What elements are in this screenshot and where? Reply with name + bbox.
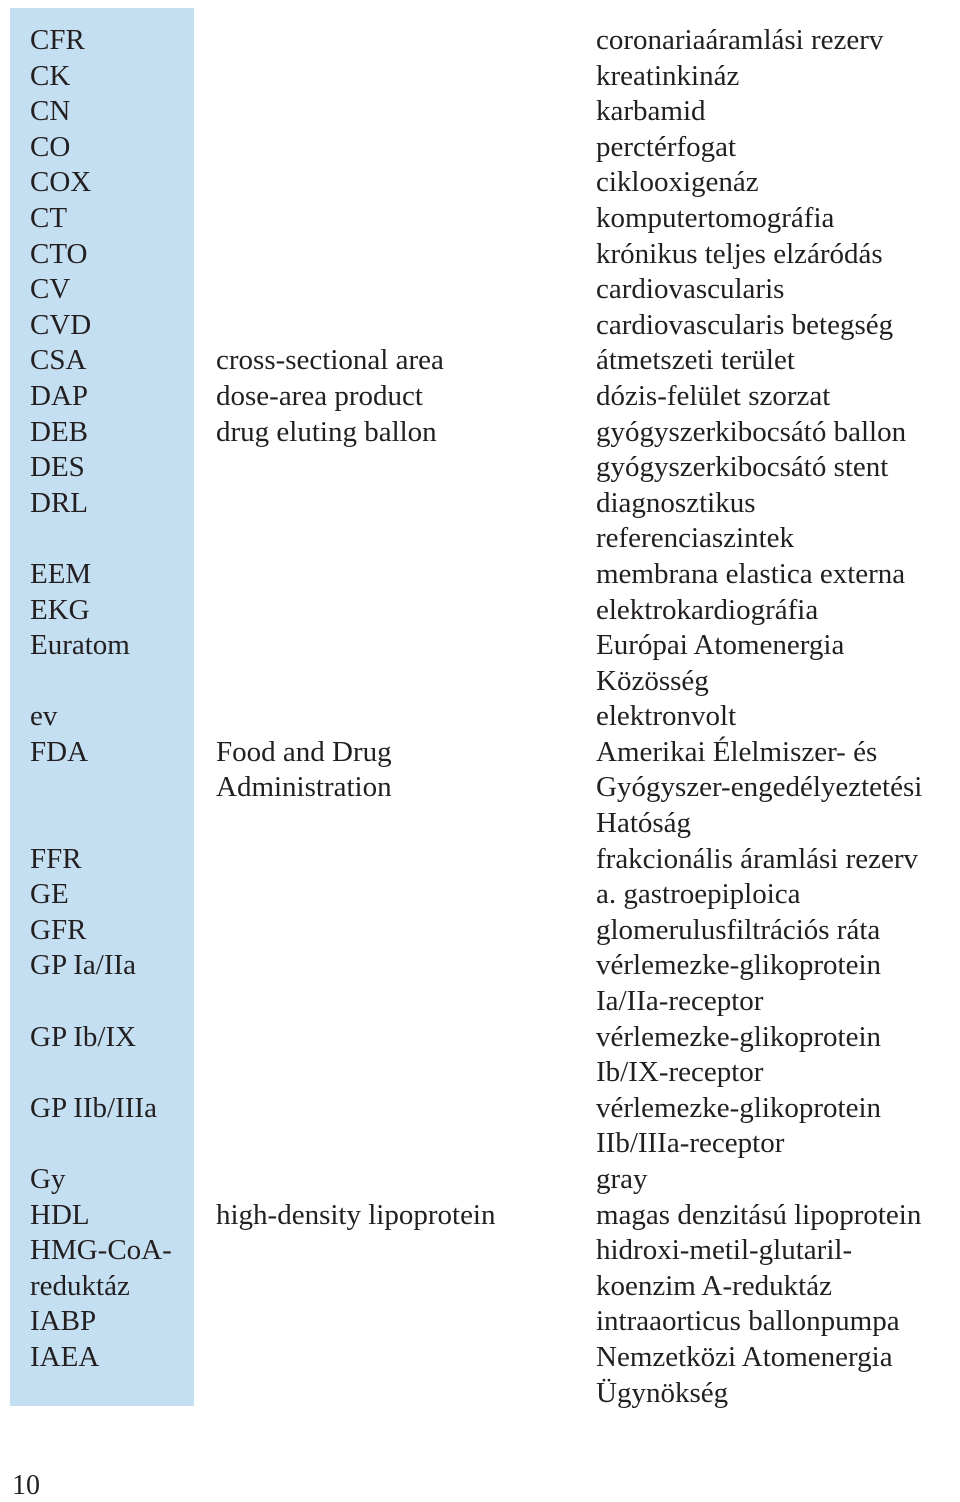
hungarian-term-cell: membrana elastica externa <box>596 557 906 590</box>
hungarian-term-cell: vérlemezke-glikoprotein IIb/IIIa-receptor <box>596 1091 882 1160</box>
table-row <box>0 593 960 629</box>
table-row <box>0 23 960 59</box>
hungarian-term-cell: komputertomográfia <box>596 201 835 234</box>
table-row <box>0 1020 960 1091</box>
hungarian-term-cell: vérlemezke-glikoprotein Ia/IIa-receptor <box>596 949 882 1018</box>
abbreviation-cell: EEM <box>30 557 92 590</box>
abbreviation-cell: IAEA <box>30 1340 100 1373</box>
abbreviation-cell: FDA <box>30 735 89 768</box>
abbreviation-cell: ev <box>30 700 58 733</box>
table-row <box>0 343 960 379</box>
table-row <box>0 59 960 95</box>
english-term-cell: Food and Drug Administration <box>216 735 392 804</box>
hungarian-term-cell: Nemzetközi Atomenergia Ügynökség <box>596 1340 893 1409</box>
hungarian-term-cell: coronariaáramlási rezerv <box>596 24 884 56</box>
abbreviation-cell: EKG <box>30 593 90 626</box>
table-row <box>0 628 960 699</box>
table-row <box>0 1233 960 1304</box>
table-row <box>0 165 960 201</box>
table-row <box>0 1198 960 1234</box>
hungarian-term-cell: perctérfogat <box>596 130 737 163</box>
table-row <box>0 308 960 344</box>
abbreviation-cell: GP Ib/IX <box>30 1020 137 1053</box>
hungarian-term-cell: hidroxi-metil-glutaril- koenzim A-reduktáz <box>596 1234 853 1302</box>
english-term-cell: high-density lipoprotein <box>216 1198 496 1231</box>
table-row <box>0 699 960 735</box>
hungarian-term-cell: intraaorticus ballonpumpa <box>596 1305 900 1338</box>
hungarian-term-cell: átmetszeti terület <box>596 344 795 377</box>
hungarian-term-cell: gyógyszerkibocsátó ballon <box>596 415 907 448</box>
table-row <box>0 877 960 913</box>
abbreviation-cell: DES <box>30 451 85 484</box>
abbreviation-cell: CT <box>30 201 68 234</box>
abbreviation-cell: GP IIb/IIIa <box>30 1091 157 1124</box>
page-number: 10 <box>12 1470 40 1501</box>
hungarian-term-cell: kreatinkináz <box>596 59 740 92</box>
abbreviation-cell: CSA <box>30 344 87 377</box>
english-term-cell: cross-sectional area <box>216 344 444 377</box>
hungarian-term-cell: ciklooxigenáz <box>596 166 759 199</box>
table-row <box>0 379 960 415</box>
table-row <box>0 130 960 166</box>
abbreviation-cell: CK <box>30 59 71 92</box>
abbreviation-cell: FFR <box>30 842 82 875</box>
table-row <box>0 450 960 486</box>
hungarian-term-cell: elektrokardiográfia <box>596 593 819 626</box>
abbreviation-cell: GE <box>30 878 69 911</box>
hungarian-term-cell: elektronvolt <box>596 700 737 733</box>
abbreviation-cell: CTO <box>30 237 88 270</box>
table-row <box>0 842 960 878</box>
hungarian-term-cell: gray <box>596 1163 648 1196</box>
hungarian-term-cell: magas denzitású lipoprotein <box>596 1198 922 1231</box>
abbreviation-cell: CFR <box>30 24 85 56</box>
hungarian-term-cell: karbamid <box>596 95 706 128</box>
table-row <box>0 237 960 273</box>
table-row <box>0 486 960 557</box>
english-term-cell: dose-area product <box>216 379 423 412</box>
abbreviation-cell: CVD <box>30 308 92 341</box>
hungarian-term-cell: a. gastroepiploica <box>596 878 801 911</box>
table-row <box>0 1162 960 1198</box>
abbreviation-cell: HDL <box>30 1198 90 1231</box>
table-row <box>0 415 960 451</box>
abbreviation-cell: DAP <box>30 379 89 412</box>
hungarian-term-cell: frakcionális áramlási rezerv <box>596 842 919 875</box>
hungarian-term-cell: Amerikai Élelmiszer- és Gyógyszer-engedélyeztetési Hatóság <box>596 735 923 840</box>
hungarian-term-cell: dózis-felület szorzat <box>596 379 831 412</box>
hungarian-term-cell: vérlemezke-glikoprotein Ib/IX-receptor <box>596 1020 882 1089</box>
hungarian-term-cell: gyógyszerkibocsátó stent <box>596 451 889 484</box>
abbreviation-cell: GFR <box>30 913 87 946</box>
abbreviation-cell: CV <box>30 273 71 306</box>
table-row <box>0 1091 960 1162</box>
abbreviation-cell: COX <box>30 166 92 199</box>
abbreviation-cell: DRL <box>30 486 88 519</box>
table-row <box>0 735 960 842</box>
table-row <box>0 94 960 130</box>
table-row <box>0 201 960 237</box>
abbreviation-cell: CN <box>30 95 71 128</box>
hungarian-term-cell: diagnosztikus referenciaszintek <box>596 486 795 555</box>
table-row <box>0 948 960 1019</box>
hungarian-term-cell: cardiovascularis <box>596 273 785 306</box>
abbreviation-cell: HMG-CoA- reduktáz <box>30 1234 172 1302</box>
hungarian-term-cell: cardiovascularis betegség <box>596 308 894 341</box>
abbreviation-cell: Euratom <box>30 629 130 662</box>
english-term-cell: drug eluting ballon <box>216 415 437 448</box>
hungarian-term-cell: glomerulusfiltrációs ráta <box>596 913 881 946</box>
table-row <box>0 557 960 593</box>
abbreviation-cell: IABP <box>30 1305 97 1338</box>
abbreviation-table <box>0 23 960 1411</box>
abbreviation-cell: DEB <box>30 415 88 448</box>
table-row <box>0 272 960 308</box>
hungarian-term-cell: krónikus teljes elzáródás <box>596 237 883 270</box>
table-row <box>0 1304 960 1340</box>
table-row <box>0 913 960 949</box>
abbreviation-cell: GP Ia/IIa <box>30 949 137 982</box>
table-row <box>0 1340 960 1411</box>
abbreviation-cell: Gy <box>30 1163 66 1196</box>
hungarian-term-cell: Európai Atomenergia Közösség <box>596 629 845 697</box>
abbreviation-cell: CO <box>30 130 71 163</box>
